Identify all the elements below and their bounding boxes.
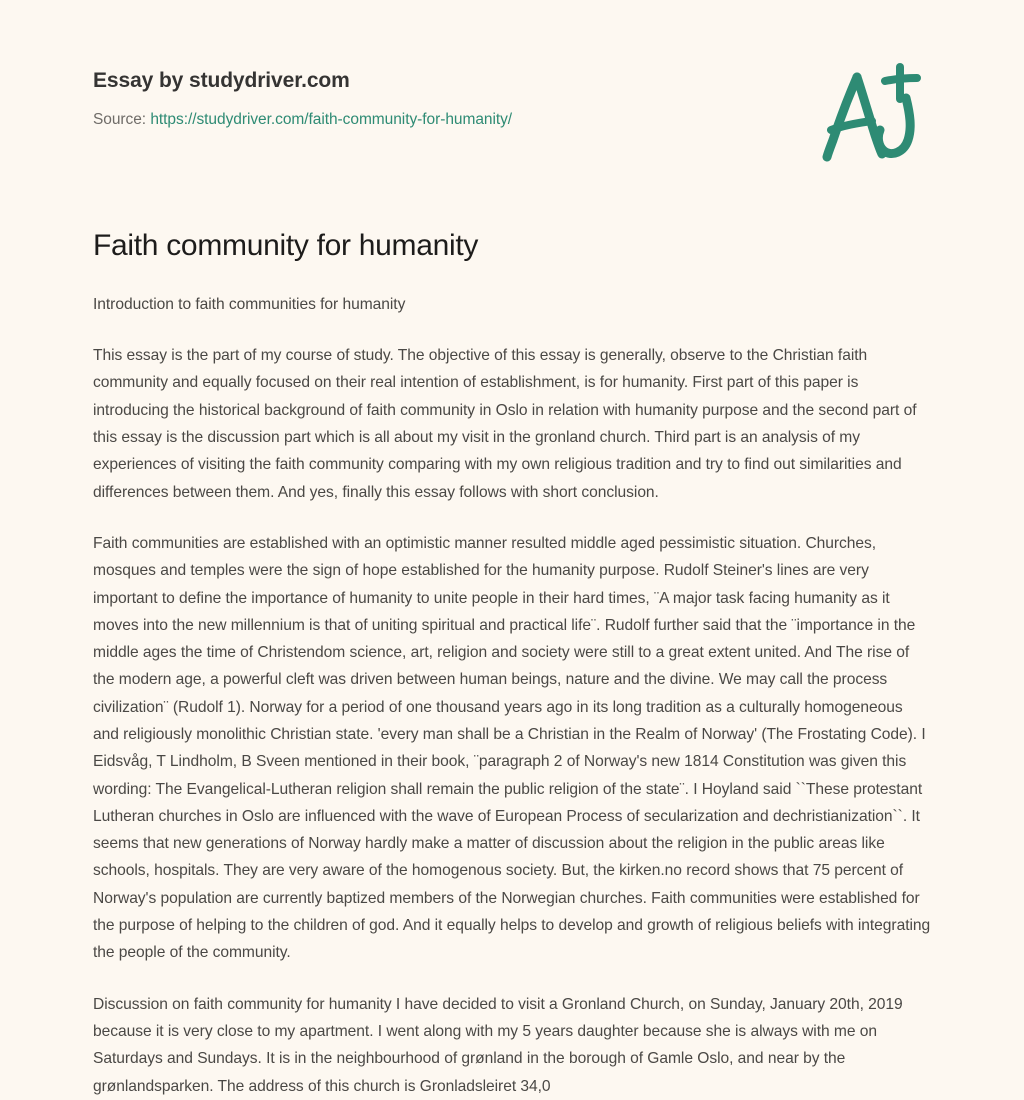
- paragraph: Introduction to faith communities for humanity: [93, 295, 406, 313]
- paragraph: This essay is the part of my course of study. The objective of this essay is generally, observe to the Christian faith community and equally focused on their real intention of establishment, is for humanity. First part of this paper is introducing the historical background of faith community in Oslo in relation with humanity purpose and the second part of this essay is the discussion part which is all about my visit in the gronland church. Third part is an analysis of my experiences of visiting the faith community comparing with my own religious tradition and try to find out similarities and differences between them. And yes, finally this essay follows with short conclusion.: [93, 347, 917, 501]
- source-line: [93, 110, 931, 130]
- page-title: Faith community for humanity: [93, 229, 479, 263]
- essay-attribution: Essay by studydriver.com: [93, 69, 350, 92]
- source-url-link[interactable]: https://studydriver.com/faith-community-for-humanity/: [150, 111, 513, 129]
- paragraph: Faith communities are established with an optimistic manner resulted middle aged pessimistic situation. Churches, mosques and temples were the sign of hope established for the humanity purpose. Rudolf Steiner's lines are very important to define the importance of humanity to unite people in their hard times, ¨A major task facing humanity as it moves into the new millennium is that of uniting spiritual and practical life¨. Rudolf further said that the ¨importance in the middle ages the time of Christendom science, art, religion and society were still to a great extent united. And The rise of the modern age, a powerful cleft was driven between human beings, nature and the divine. We may call the process civilization¨ (Rudolf 1). Norway for a period of one thousand years ago in its long tradition as a culturally homogeneous and religiously monolithic Christian state. 'every man shall be a Christian in the Realm of Norway' (The Frostating Code). I Eidsvåg, T Lindholm, B Sveen mentioned in their book, ¨paragraph 2 of Norway's new 1814 Constitution was given this wording: The Evangelical-Lutheran religion shall remain the public religion of the state¨. I Hoyland said ``These protestant Lutheran churches in Oslo are influenced with the wave of European Process of secularization and dechristianization``. It seems that new generations of Norway hardly make a matter of discussion about the religion in the public areas like schools, hospitals. They are very aware of the homogenous society. But, the kirken.no record shows that 75 percent of Norway's population are currently baptized members of the Norwegian churches. Faith communities were established for the purpose of helping to the children of god. And it equally helps to develop and growth of religious beliefs with integrating the people of the community.: [93, 534, 931, 962]
- source-label: Source:: [93, 111, 147, 129]
- article-body: [93, 265, 931, 1100]
- document-header: [93, 0, 931, 130]
- studydriver-a-plus-logo-icon: [809, 58, 939, 168]
- paragraph: Discussion on faith community for humanity I have decided to visit a Gronland Church, on Sunday, January 20th, 2019 because it is very close to my apartment. I went along with my 5 years daughter because she is always with me on Saturdays and Sundays. It is in the neighbourhood of grønland in the borough of Gamle Oslo, and near by the grønlandsparken. The address of this church is Gronladsleiret 34,0: [93, 995, 903, 1095]
